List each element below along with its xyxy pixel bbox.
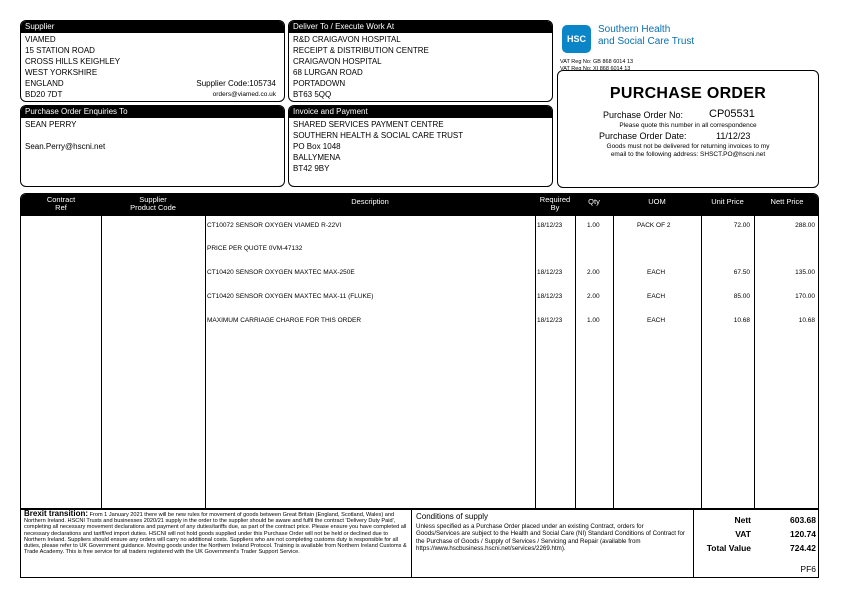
deliver-line: PORTADOWN (293, 79, 346, 88)
po-date: 11/12/23 (716, 131, 751, 141)
supplier-line: VIAMED (25, 35, 56, 44)
column-divider (535, 216, 536, 508)
row-nett-price: 135.00 (795, 269, 815, 276)
supplier-line: 15 STATION ROAD (25, 46, 95, 55)
page-reference: PF6 (800, 564, 816, 574)
row-nett-price: 170.00 (795, 293, 815, 300)
conditions-of-supply (411, 510, 694, 577)
trust-logo (560, 22, 820, 72)
purchase-order-box (557, 70, 819, 188)
hsc-logo-icon: HSC (562, 25, 591, 53)
invoice-line: SHARED SERVICES PAYMENT CENTRE (293, 120, 444, 129)
enquiries-header: Purchase Order Enquiries To (21, 106, 284, 118)
brexit-notice (21, 510, 411, 577)
conditions-text: Unless specified as a Purchase Order placed under an existing Contract, orders for Goods/Services are subject to the Health and Social Care (NI) Standard Conditions of Contract for the Purchase of Goods / Supply of Services / Servicing and Repair (available from https://www.hscbusiness.hscni.net/services/2269.htm). (416, 522, 685, 553)
header-description: Description (351, 197, 389, 206)
header-contract-ref (21, 196, 101, 212)
header-nett-price: Nett Price (770, 197, 804, 206)
total-value: 724.42 (790, 543, 816, 553)
po-invoice-note: Goods must not be delivered for returning invoices to my (606, 143, 770, 150)
row-unit-price: 67.50 (733, 269, 750, 276)
header-qty: Qty (588, 197, 600, 206)
enquiries-box (20, 105, 285, 187)
deliver-to-address (289, 33, 552, 101)
row-unit-price: 72.00 (733, 222, 750, 229)
row-nett-price: 288.00 (795, 222, 815, 229)
vat-total: 120.74 (790, 529, 816, 539)
vat-line: VAT Reg No: GB 868 6014 13 (560, 59, 634, 65)
brexit-text: From 1 January 2021 there will be new rules for movement of goods between Great Britain (England, Scotland, Wales) and Northern Ireland. HSCNI Trusts and businesses 2020/21 supply in the order to the supplier should be aware and fulfil the contract 'Delivery Duty Paid', completing all necessary movement declarations and payment of any duties/tariffs due, as part of the contract price. Please ensure you have completed all necessary declarations and tariff/ed import duties. HSCNI will not hold goods supplied under this Purchase Order will not be held or declined due to Northern Ireland. Suppliers should ensure any orders will carry no additional costs. Suppliers who are not completing customs duty is responsible for all duties, please refer to UK Government guidance. Moving goods under the Northern Ireland Protocol. Training is available from Northern Ireland Customs & Trade Academy. This is free service for all traders registered with the UK Government's Trader Support Service. (24, 512, 407, 556)
deliver-to-box (288, 20, 553, 102)
header-text: Ref (55, 203, 67, 212)
column-divider (205, 216, 206, 508)
row-qty: 1.00 (587, 222, 600, 229)
invoice-header: Invoice and Payment (289, 106, 552, 118)
supplier-box (20, 20, 285, 102)
header-required-by (535, 196, 575, 212)
row-uom: PACK OF 2 (637, 222, 671, 229)
header-text: By (550, 203, 560, 212)
po-quote-note: Please quote this number in all correspondence (619, 122, 757, 129)
invoice-box (288, 105, 553, 187)
po-title: PURCHASE ORDER (609, 85, 767, 102)
nett-label: Nett (734, 515, 751, 525)
deliver-to-header: Deliver To / Execute Work At (289, 21, 552, 33)
row-required-by: 18/12/23 (537, 269, 563, 276)
po-invoice-note: email to the following address: SHSCT.PO@hscni.net (610, 151, 766, 158)
vat-label: VAT (735, 529, 751, 539)
trust-name (598, 24, 694, 48)
deliver-line: R&D CRAIGAVON HOSPITAL (293, 35, 401, 44)
header-text: Supplier (139, 195, 167, 204)
row-qty: 2.00 (587, 269, 600, 276)
enquiries-contact (21, 118, 284, 153)
header-text: Contract (46, 195, 76, 204)
enquiries-name: SEAN PERRY (25, 120, 77, 129)
row-required-by: 18/12/23 (537, 222, 563, 229)
row-qty: 2.00 (587, 293, 600, 300)
conditions-title: Conditions of supply (416, 512, 489, 521)
po-number: CP05531 (709, 108, 755, 120)
brexit-title: Brexit transition: (24, 510, 89, 518)
invoice-address (289, 118, 552, 175)
row-required-by: 18/12/23 (537, 293, 563, 300)
trust-name-line: Southern Health (598, 24, 671, 35)
supplier-line: CROSS HILLS KEIGHLEY (25, 57, 121, 66)
header-uom: UOM (648, 197, 666, 206)
po-number-label: Purchase Order No: (603, 110, 684, 120)
invoice-line: BALLYMENA (293, 153, 341, 162)
row-unit-price: 85.00 (733, 293, 750, 300)
header-supplier-code (101, 196, 205, 212)
supplier-email: orders@viamed.co.uk (212, 91, 276, 98)
deliver-line: CRAIGAVON HOSPITAL (293, 57, 382, 66)
header-text: Required (539, 195, 571, 204)
invoice-line: PO Box 1048 (293, 142, 341, 151)
row-description: CT10420 SENSOR OXYGEN MAXTEC MAX-250E (207, 269, 355, 276)
column-divider (101, 216, 102, 508)
vat-line: VAT Reg No: XI 868 6014 13 (560, 66, 631, 72)
supplier-line: WEST YORKSHIRE (25, 68, 98, 77)
column-divider (575, 216, 576, 508)
row-required-by: 18/12/23 (537, 317, 563, 324)
row-description: CT10420 SENSOR OXYGEN MAXTEC MAX-11 (FLUKE) (207, 293, 374, 300)
supplier-line: ENGLAND (25, 79, 64, 88)
enquiries-email: Sean.Perry@hscni.net (25, 142, 106, 151)
invoice-line: SOUTHERN HEALTH & SOCIAL CARE TRUST (293, 131, 464, 140)
row-description: MAXIMUM CARRIAGE CHARGE FOR THIS ORDER (207, 317, 362, 324)
supplier-address (21, 33, 284, 102)
header-unit-price: Unit Price (711, 197, 744, 206)
column-divider (754, 216, 755, 508)
column-divider (701, 216, 702, 508)
supplier-code: Supplier Code:105734 (196, 79, 276, 88)
column-divider (613, 216, 614, 508)
header-text: Product Code (130, 203, 176, 212)
row-uom: EACH (647, 317, 666, 324)
nett-total: 603.68 (790, 515, 816, 525)
deliver-line: BT63 5QQ (293, 90, 332, 99)
invoice-line: BT42 9BY (293, 164, 330, 173)
supplier-line: BD20 7DT (25, 90, 63, 99)
footer (20, 509, 819, 578)
order-lines-table (20, 193, 819, 509)
row-uom: EACH (647, 293, 666, 300)
deliver-line: 68 LURGAN ROAD (293, 68, 363, 77)
deliver-line: RECEIPT & DISTRIBUTION CENTRE (293, 46, 429, 55)
trust-name-line: and Social Care Trust (598, 36, 695, 47)
row-unit-price: 10.68 (733, 317, 750, 324)
total-value-label: Total Value (706, 543, 751, 553)
row-nett-price: 10.68 (798, 317, 815, 324)
row-uom: EACH (647, 269, 666, 276)
row-qty: 1.00 (587, 317, 600, 324)
supplier-header: Supplier (21, 21, 284, 33)
po-date-label: Purchase Order Date: (599, 131, 687, 141)
row-description: CT10072 SENSOR OXYGEN VIAMED R-22VI (207, 222, 342, 229)
row-description: PRICE PER QUOTE 0VM-47132 (207, 245, 303, 252)
